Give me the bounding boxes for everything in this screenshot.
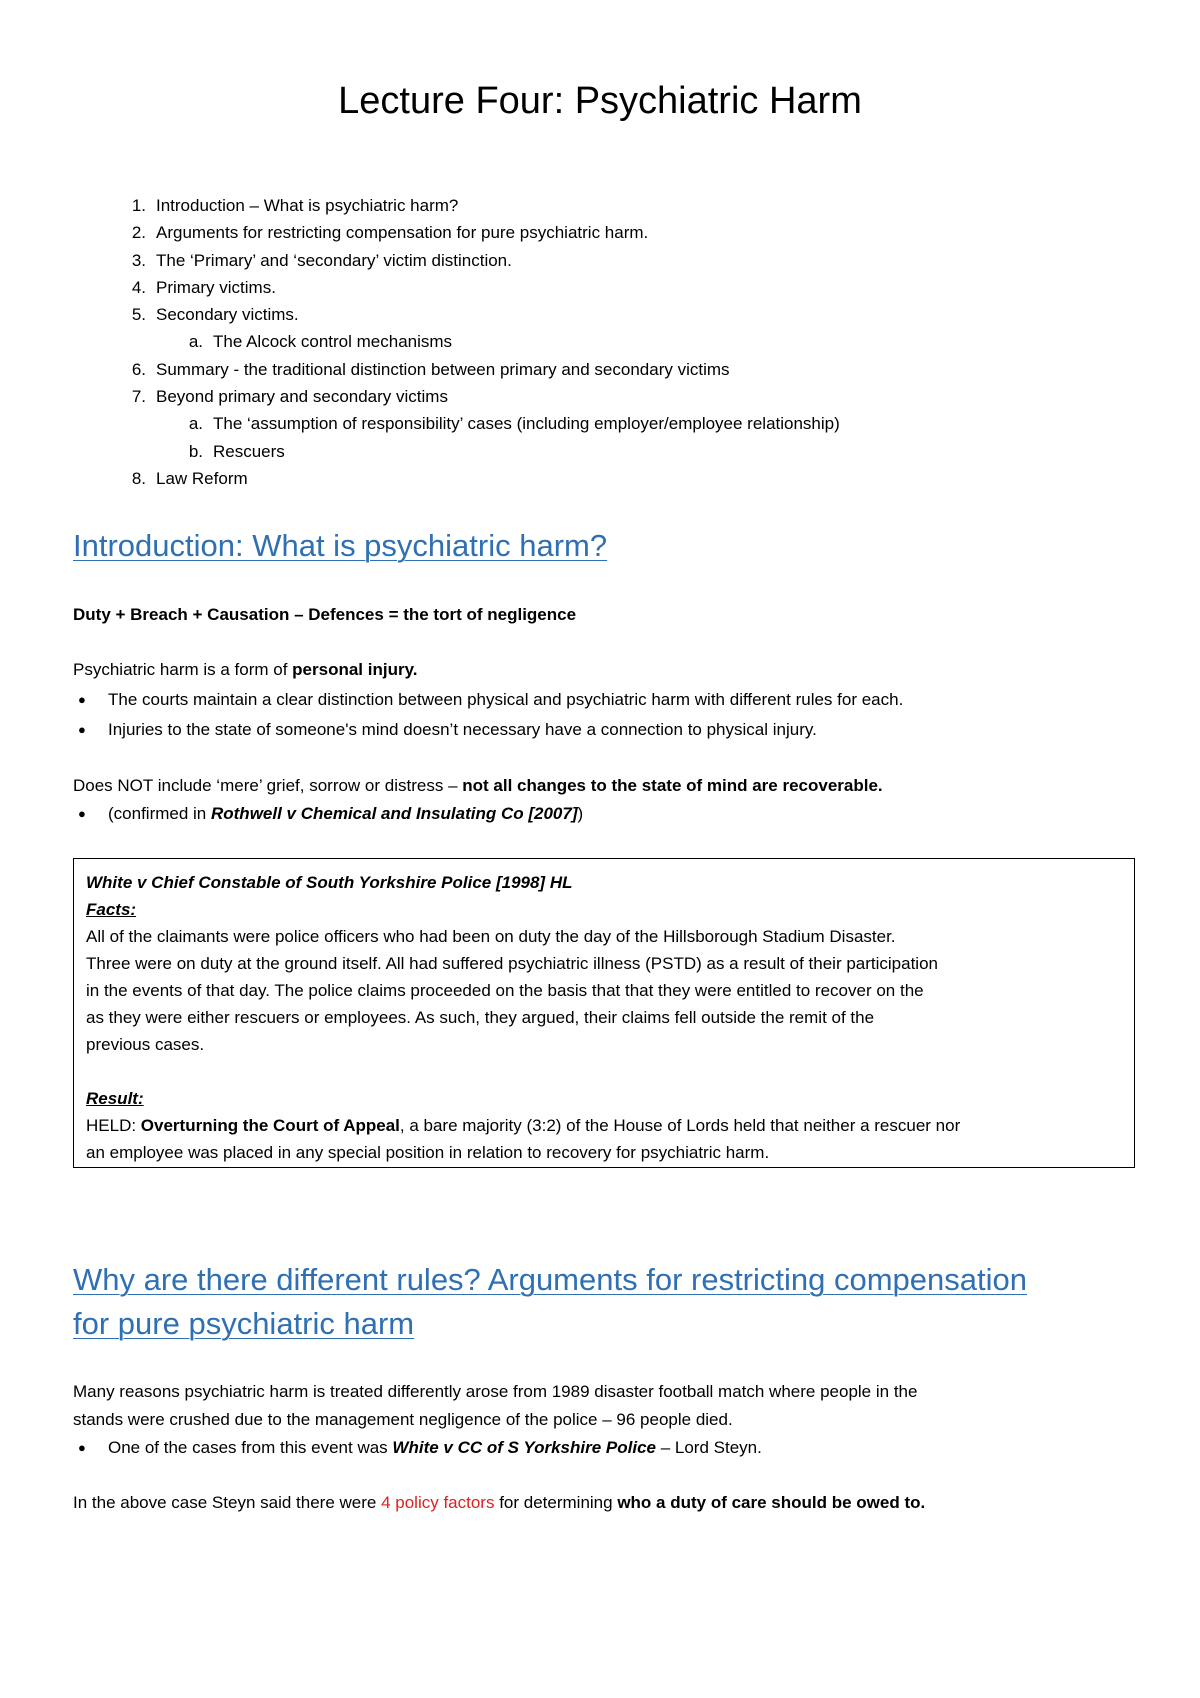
heading-why-line-1: Why are there different rules? Arguments for restricting compensation xyxy=(73,1262,1027,1297)
toc-item-7b: b. Rescuers xyxy=(188,441,285,461)
toc-item-5: 5. Secondary victims. xyxy=(131,305,299,325)
page-title: Lecture Four: Psychiatric Harm xyxy=(338,80,862,122)
toc-item-1: 1. Introduction – What is psychiatric harm? xyxy=(131,196,459,215)
toc-item-5a: a. The Alcock control mechanisms xyxy=(188,332,453,352)
toc-item-4: 4. Primary victims. xyxy=(131,277,276,297)
intro-bullet-3: ● (confirmed in Rothwell v Chemical and Insulating Co [2007]) xyxy=(108,802,583,826)
heading-why-line-2: for pure psychiatric harm xyxy=(73,1306,415,1341)
facts-line-4: as they were either rescuers or employees. As such, they argued, their claims fell outside the remit of the xyxy=(86,1008,875,1027)
why-bullet-1: ● One of the cases from this event was White v CC of S Yorkshire Police – Lord Steyn. xyxy=(108,1436,762,1460)
negligence-formula: Duty + Breach + Causation – Defences = the tort of negligence xyxy=(73,605,577,624)
toc-item-2: 2. Arguments for restricting compensation for pure psychiatric harm. xyxy=(131,223,649,243)
toc-item-8: 8. Law Reform xyxy=(131,468,248,488)
why-paragraph-line-2: stands were crushed due to the management negligence of the police – 96 people died. xyxy=(73,1410,733,1429)
toc-item-7: 7. Beyond primary and secondary victims xyxy=(131,387,448,407)
facts-line-2: Three were on duty at the ground itself. All had suffered psychiatric illness (PSTD) as a result of their participation xyxy=(86,954,938,973)
heading-introduction: Introduction: What is psychiatric harm? xyxy=(73,528,608,563)
result-line-2: an employee was placed in any special position in relation to recovery for psychiatric harm. xyxy=(86,1143,770,1162)
table-of-contents xyxy=(110,192,840,492)
facts-line-5: previous cases. xyxy=(86,1035,205,1054)
why-paragraph-2: In the above case Steyn said there were 4 policy factors for determining who a duty of care should be owed to. xyxy=(73,1493,926,1512)
why-paragraph-line-1: Many reasons psychiatric harm is treated differently arose from 1989 disaster football match where people in the xyxy=(73,1382,918,1401)
intro-paragraph-1: Psychiatric harm is a form of personal injury. xyxy=(73,660,418,679)
case-name: White v Chief Constable of South Yorkshire Police [1998] HL xyxy=(86,873,573,892)
intro-paragraph-2: Does NOT include ‘mere’ grief, sorrow or distress – not all changes to the state of mind are recoverable. xyxy=(73,776,883,795)
facts-label: Facts: xyxy=(86,900,137,919)
facts-line-1: All of the claimants were police officers who had been on duty the day of the Hillsborough Stadium Disaster. xyxy=(86,927,896,946)
case-box xyxy=(73,858,1135,1168)
result-line-1: HELD: Overturning the Court of Appeal, a bare majority (3:2) of the House of Lords held that neither a rescuer nor xyxy=(86,1116,961,1135)
facts-line-3: in the events of that day. The police claims proceeded on the basis that that they were entitled to recover on the xyxy=(86,981,924,1000)
toc-item-6: 6. Summary - the traditional distinction between primary and secondary victims xyxy=(131,359,730,379)
intro-bullet-2: ● Injuries to the state of someone's mind doesn’t necessary have a connection to physical injury. xyxy=(108,718,817,742)
result-label: Result: xyxy=(86,1089,144,1108)
intro-bullet-1: ● The courts maintain a clear distinction between physical and psychiatric harm with different rules for each. xyxy=(108,688,903,712)
toc-item-3: 3. The ‘Primary’ and ‘secondary’ victim distinction. xyxy=(131,250,512,270)
toc-item-7a: a. The ‘assumption of responsibility’ cases (including employer/employee relationship) xyxy=(188,414,840,434)
